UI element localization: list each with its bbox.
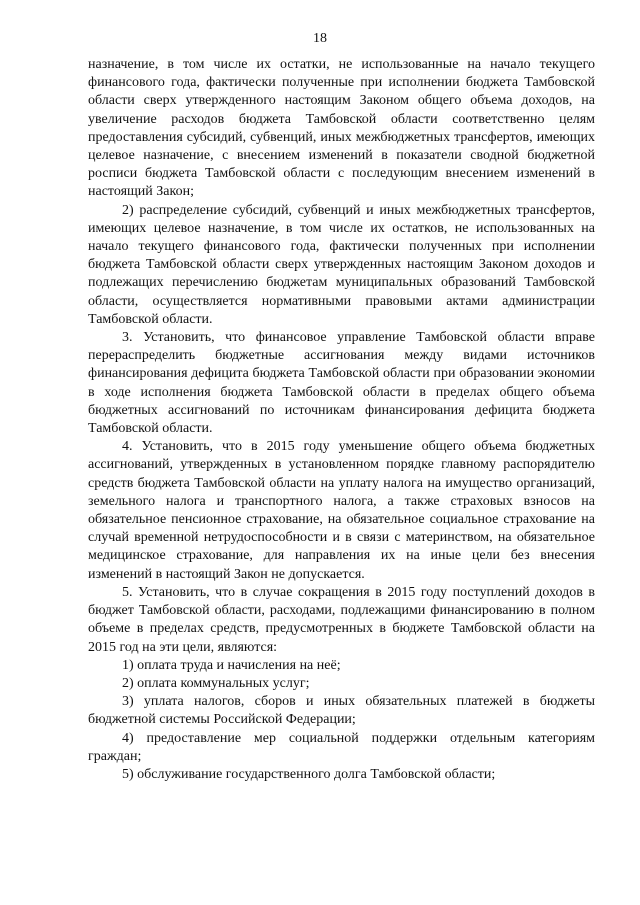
list-item-4: 4) предоставление мер социальной поддержки отдельным категориям граждан; [88,730,595,764]
paragraph-section-3: 3. Установить, что финансовое управление Тамбовской области вправе перераспределить бюджетные ассигнования между видами источников финансирования дефицита бюджета Тамбовской области при образовании экономии в ходе исполнения бюджета Тамбовской области в пределах общего объема бюджетных ассигнований по источникам финансирования дефицита бюджета Тамбовской области. [88,330,595,437]
paragraph-item-2: 2) распределение субсидий, субвенций и иных межбюджетных трансфертов, имеющих целевое назначение, в том числе их остатков, не использованных на начало текущего финансового года, фактически полученных при исполнении бюджета Тамбовской области сверх утвержденных настоящим Законом доходов и подлежащих перечислению бюджетам муниципальных образований Тамбовской области, осуществляется нормативными правовыми актами администрации Тамбовской области. [88,202,595,327]
document-body [88,56,595,784]
page-number: 18 [313,31,327,46]
paragraph-continuation: назначение, в том числе их остатки, не использованные на начало текущего финансового года, фактически полученные при исполнении бюджета Тамбовской области сверх утвержденного настоящим Законом общего объема доходов, на увеличение расходов бюджета Тамбовской области соответственно целям предоставления субсидий, субвенций, иных межбюджетных трансфертов, имеющих целевое назначение, с внесением изменений в показатели сводной бюджетной росписи бюджета Тамбовской области с последующим внесением изменений в настоящий Закон; [88,57,595,200]
paragraph-section-4: 4. Установить, что в 2015 году уменьшение общего объема бюджетных ассигнований, утвержденных в установленном порядке главному распорядителю средств бюджета Тамбовской области на уплату налога на имущество организаций, земельного налога и транспортного налога, а также страховых взносов на обязательное пенсионное страхование, на обязательное социальное страхование на случай временной нетрудоспособности и в связи с материнством, на обязательное медицинское страхование, для направления их на иные цели без внесения изменений в настоящий Закон не допускается. [88,439,595,582]
paragraph-section-5: 5. Установить, что в случае сокращения в 2015 году поступлений доходов в бюджет Тамбовской области, расходами, подлежащими финансированию в полном объеме в пределах средств, предусмотренных в бюджете Тамбовской области на 2015 год на эти цели, являются: [88,584,595,655]
list-item-3: 3) уплата налогов, сборов и иных обязательных платежей в бюджеты бюджетной системы Российской Федерации; [88,694,595,728]
list-item-2: 2) оплата коммунальных услуг; [122,675,310,691]
list-item-5: 5) обслуживание государственного долга Тамбовской области; [122,766,496,782]
list-item-1: 1) оплата труда и начисления на неё; [122,657,341,673]
